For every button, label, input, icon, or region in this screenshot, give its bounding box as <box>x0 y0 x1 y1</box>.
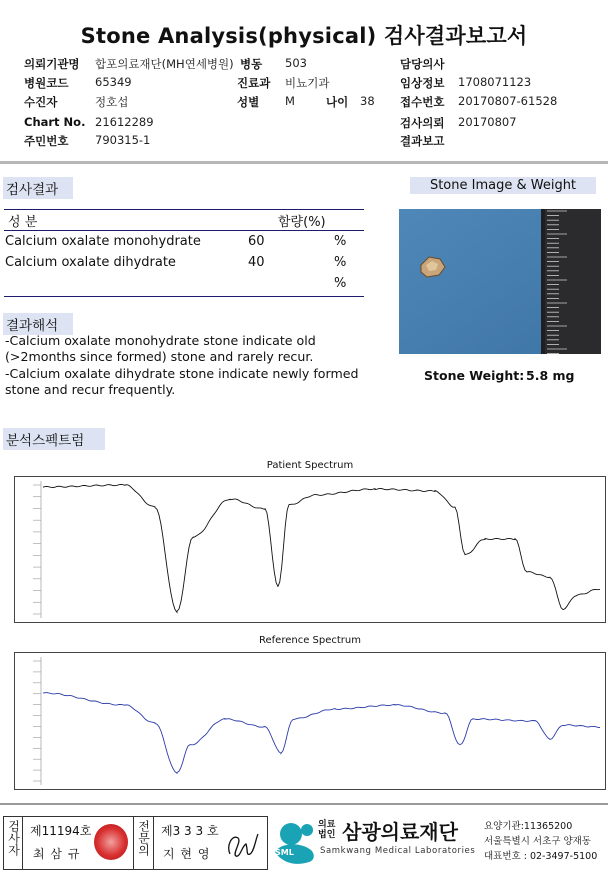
signature-scribble <box>222 826 262 862</box>
results-header-rule <box>4 230 364 231</box>
patient-spectrum-title: Patient Spectrum <box>266 460 354 471</box>
hospital-code-value: 65349 <box>95 75 132 89</box>
doctor-label: 담당의사 <box>400 57 445 71</box>
org-address: 서울특별시 서초구 양재동 <box>484 836 591 847</box>
org-prefix-top: 의료 <box>318 820 336 830</box>
request-value: 20170807 <box>458 115 517 129</box>
examiner-label-text: 검사자 <box>6 820 21 856</box>
col-component-header: 성 분 <box>8 215 38 230</box>
examiner-name: 최 삼 규 <box>33 847 81 861</box>
report-label: 결과보고 <box>400 134 445 148</box>
org-name-en: Samkwang Medical Laboratories <box>320 846 476 856</box>
age-value: 38 <box>360 94 375 108</box>
dept-label: 진료과 <box>237 76 271 90</box>
patient-spectrum-chart <box>14 476 606 623</box>
org-name: 삼광의료재단 <box>342 820 458 844</box>
interpretation-line-1: -Calcium oxalate monohydrate stone indicate old <box>5 333 316 348</box>
examiner-seal <box>94 824 128 860</box>
org-logo-graphic <box>271 816 323 868</box>
col-content-header: 함량(%) <box>278 215 326 230</box>
spectrum-section-title: 분석스펙트럼 <box>3 428 105 450</box>
examiner-label <box>5 820 21 859</box>
result-row-2-unit: % <box>334 255 347 270</box>
reference-spectrum-svg <box>15 653 605 789</box>
patient-value: 정호섭 <box>95 95 129 109</box>
receipt-label: 접수번호 <box>400 95 445 109</box>
org-phone: 대표번호 : 02-3497-5100 <box>484 851 598 862</box>
result-row-2-value: 40 <box>248 255 265 270</box>
stone-image <box>399 209 601 354</box>
resident-label: 주민번호 <box>24 134 69 148</box>
results-top-rule <box>4 209 364 210</box>
stone-image-section-title: Stone Image & Weight <box>410 177 596 194</box>
header-divider <box>0 161 608 164</box>
patient-spectrum-line <box>43 484 600 612</box>
reference-spectrum-line <box>43 693 600 774</box>
sex-value: M <box>285 94 295 108</box>
request-label: 검사의뢰 <box>400 116 445 130</box>
specialist-number: 제3 3 3 호 <box>161 824 219 838</box>
ward-value: 503 <box>285 56 307 70</box>
stone-photo-graphic <box>399 209 601 354</box>
results-section-title: 검사결과 <box>3 177 73 199</box>
sig-divider-2 <box>133 816 134 869</box>
org-prefix <box>318 820 335 840</box>
org-logo <box>271 816 323 868</box>
patient-spectrum-title-wrap <box>14 460 606 471</box>
specialist-signature <box>222 826 262 866</box>
footer-divider <box>0 803 608 805</box>
sig-divider-1 <box>22 816 23 869</box>
chart-label: Chart No. <box>24 115 86 129</box>
hospital-code-label: 병원코드 <box>24 76 69 90</box>
reference-spectrum-chart <box>14 652 606 790</box>
specialist-label <box>135 820 151 859</box>
institution-label: 의뢰기관명 <box>24 57 80 71</box>
result-row-1-value: 60 <box>248 234 265 249</box>
patient-label: 수진자 <box>24 95 58 109</box>
sig-divider-3 <box>153 816 154 869</box>
org-prefix-bottom: 법인 <box>318 830 336 840</box>
institution-value: 합포의료재단(MH연세병원) <box>95 57 234 71</box>
result-row-1-name: Calcium oxalate monohydrate <box>5 234 201 249</box>
resident-value: 790315-1 <box>95 133 151 147</box>
result-row-2-name: Calcium oxalate dihydrate <box>5 255 176 270</box>
patient-spectrum-svg <box>15 477 605 622</box>
clinical-info-label: 임상정보 <box>400 76 445 90</box>
interpretation-section-title: 결과해석 <box>3 313 73 335</box>
examiner-number: 제11194호 <box>30 824 92 838</box>
receipt-value: 20170807-61528 <box>458 94 558 108</box>
dept-value: 비뇨기과 <box>285 76 330 90</box>
sex-label: 성별 <box>237 95 260 109</box>
report-title: Stone Analysis(physical) 검사결과보고서 <box>80 24 528 48</box>
specialist-label-text: 전문의 <box>136 820 151 856</box>
reference-spectrum-title-wrap <box>14 635 606 646</box>
chart-value: 21612289 <box>95 115 154 129</box>
clinical-info-value: 1708071123 <box>458 75 532 89</box>
specialist-name: 지 현 영 <box>163 847 211 861</box>
result-row-3-unit: % <box>334 276 347 291</box>
care-number: 요양기관:11365200 <box>484 821 573 832</box>
interpretation-line-3: -Calcium oxalate dihydrate stone indicate newly formed <box>5 366 359 381</box>
stone-weight-label: Stone Weight: <box>424 368 525 383</box>
results-bottom-rule <box>4 296 364 297</box>
interpretation-line-2: (>2months since formed) stone and rarely recur. <box>5 349 314 364</box>
interpretation-line-4: stone and recur frequently. <box>5 382 176 397</box>
age-label: 나이 <box>326 95 349 109</box>
reference-spectrum-title: Reference Spectrum <box>259 635 361 646</box>
stone-weight-value: 5.8 mg <box>526 368 575 383</box>
ward-label: 병동 <box>240 57 263 71</box>
result-row-1-unit: % <box>334 234 347 249</box>
org-logo-text: SML <box>275 848 294 857</box>
